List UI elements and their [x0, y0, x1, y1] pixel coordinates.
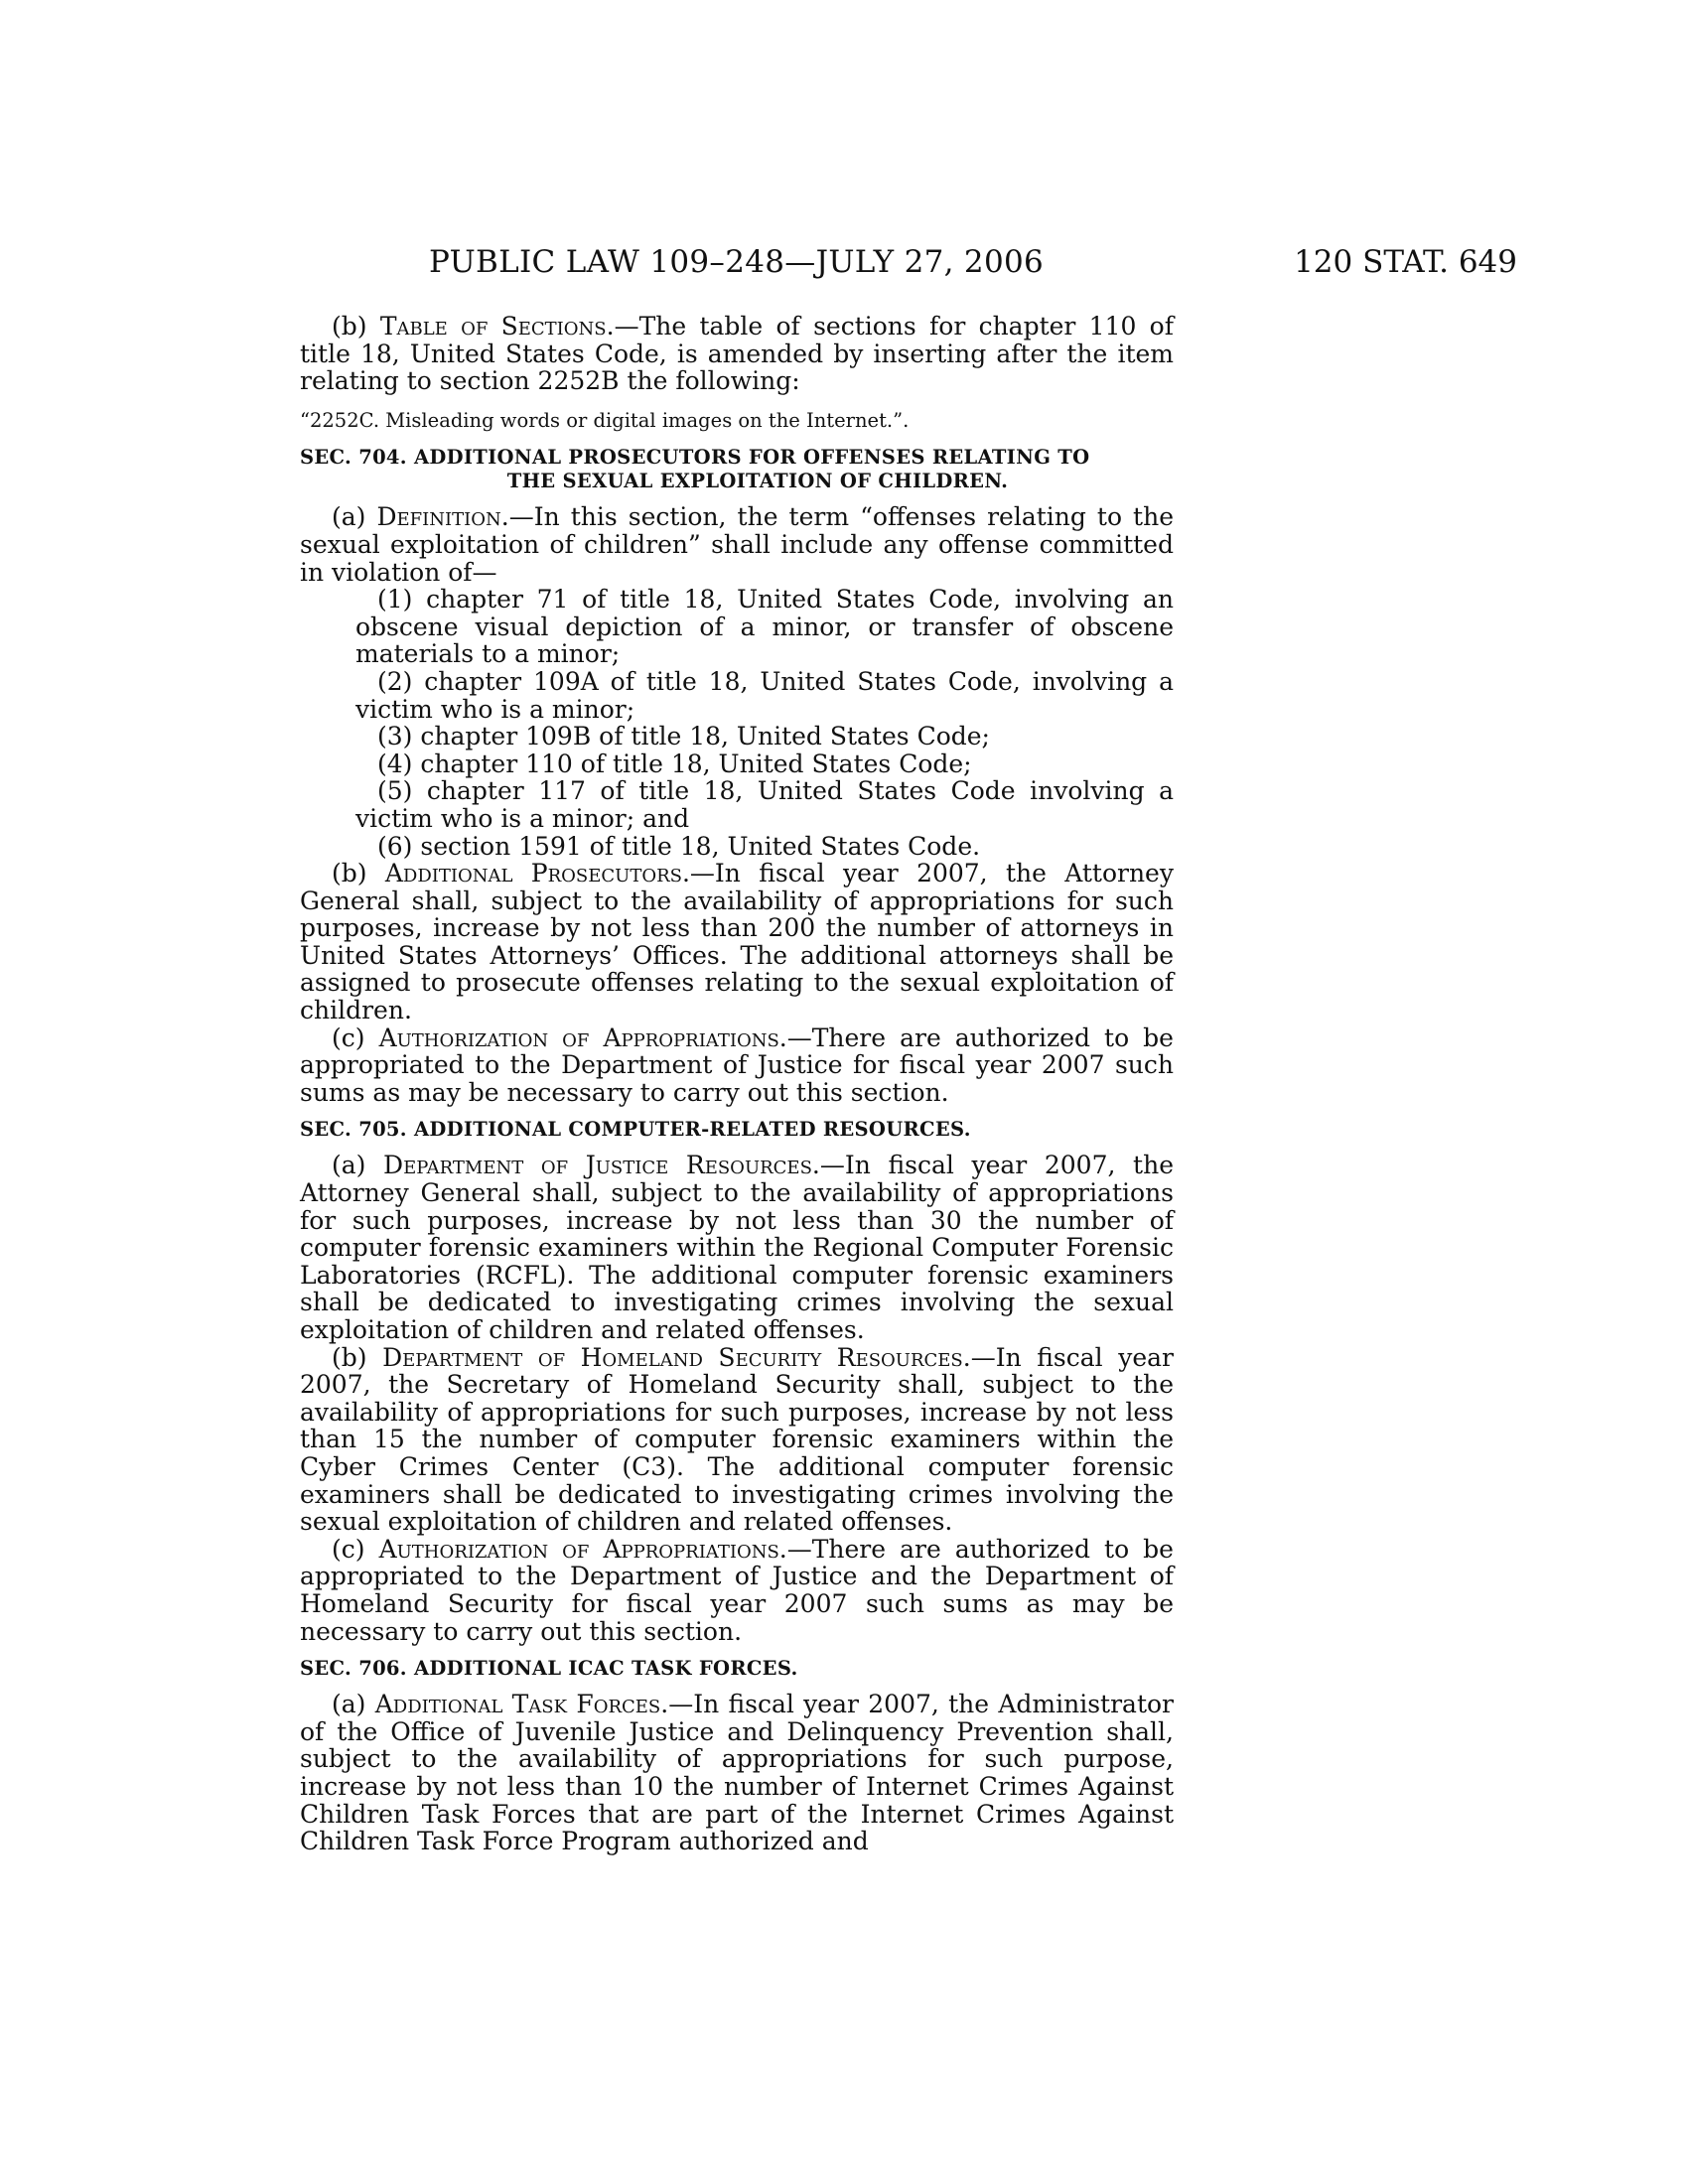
table-of-sections-paragraph: (b) Table of Sections.—The table of sections for chapter 110 of title 18, United States Code, is amended by inserting after the item relating to section 2252B the following: [300, 312, 1174, 396]
subsection-heading: Authorization of Appropriations [378, 1023, 779, 1052]
page-citation: 120 STAT. 649 [1294, 244, 1517, 280]
page-header [300, 244, 1517, 288]
sec705-subsection-c: (c) Authorization of Appropriations.—There are authorized to be appropriated to the Department of Justice and the Department of Homeland Security for fiscal year 2007 such sums as may be necessary to carry out this section. [300, 1534, 1174, 1646]
subsection-heading: Department of Homeland Security Resources [382, 1342, 963, 1372]
list-item: (1) chapter 71 of title 18, United States Code, involving an obscene visual depiction of a minor, or transfer of obscene materials to a minor; [355, 585, 1174, 669]
list-item: (5) chapter 117 of title 18, United States Code involving a victim who is a minor; and [355, 776, 1174, 833]
list-item: (4) chapter 110 of title 18, United States Code; [377, 749, 972, 778]
sec704-subsection-b: (b) Additional Prosecutors.—In fiscal year 2007, the Attorney General shall, subject to the availability of appropriations for such purposes, increase by not less than 200 the number of attorneys in United States Attorneys’ Offices. The additional attorneys shall be assigned to prosecute offenses relating to the sexual exploitation of children. [300, 859, 1174, 1025]
section-706-heading: SEC. 706. ADDITIONAL ICAC TASK FORCES. [300, 1657, 798, 1681]
sec706-subsection-a: (a) Additional Task Forces.—In fiscal year 2007, the Administrator of the Office of Juvenile Justice and Delinquency Prevention shall, subject to the availability of appropriations for such purpose, increase by not less than 10 the number of Internet Crimes Against Children Task Forces that are part of the Internet Crimes Against Children Task Force Program authorized and [300, 1690, 1174, 1856]
sec705-subsection-b: (b) Department of Homeland Security Resources.—In fiscal year 2007, the Secretary of Homeland Security shall, subject to the availability of appropriations for such purposes, increase by not less than 15 the number of computer forensic examiners within the Cyber Crimes Center (C3). The additional computer forensic examiners shall be dedicated to investigating crimes involving the sexual exploitation of children and related offenses. [300, 1342, 1174, 1537]
sec704-subsection-c: (c) Authorization of Appropriations.—There are authorized to be appropriated to the Department of Justice for fiscal year 2007 such sums as may be necessary to carry out this section. [300, 1023, 1174, 1107]
inserted-item-quote: “2252C. Misleading words or digital images on the Internet.”. [300, 408, 910, 432]
running-title: PUBLIC LAW 109–248—JULY 27, 2006 [429, 244, 1045, 280]
subsection-heading: Definition [376, 502, 501, 532]
list-item: (6) section 1591 of title 18, United States Code. [377, 831, 981, 861]
section-705-heading: SEC. 705. ADDITIONAL COMPUTER-RELATED RESOURCES. [300, 1118, 971, 1142]
sec705-subsection-a: (a) Department of Justice Resources.—In fiscal year 2007, the Attorney General shall, subject to the availability of appropriations for such purposes, increase by not less than 30 the number of computer forensic examiners within the Regional Computer Forensic Laboratories (RCFL). The additional computer forensic examiners shall be dedicated to investigating crimes involving the sexual exploitation of children and related offenses. [300, 1151, 1174, 1344]
subsection-heading: Department of Justice Resources [383, 1151, 812, 1180]
sec704-subsection-a: (a) Definition.—In this section, the term “offenses relating to the sexual exploitation of children” shall include any offense committed in violation of— [300, 502, 1174, 587]
subsection-heading: Table of Sections [379, 312, 607, 341]
section-704-heading: SEC. 704. ADDITIONAL PROSECUTORS FOR OFFENSES RELATING TO THE SEXUAL EXPLOITATION OF CHILDREN. [300, 446, 1090, 493]
subsection-heading: Authorization of Appropriations [378, 1534, 779, 1564]
subsection-heading: Additional Prosecutors [384, 859, 682, 888]
subsection-heading: Additional Task Forces [374, 1690, 661, 1719]
page-body [300, 313, 1174, 1855]
list-item: (3) chapter 109B of title 18, United States Code; [377, 722, 990, 751]
list-item: (2) chapter 109A of title 18, United States Code, involving a victim who is a minor; [355, 666, 1174, 724]
